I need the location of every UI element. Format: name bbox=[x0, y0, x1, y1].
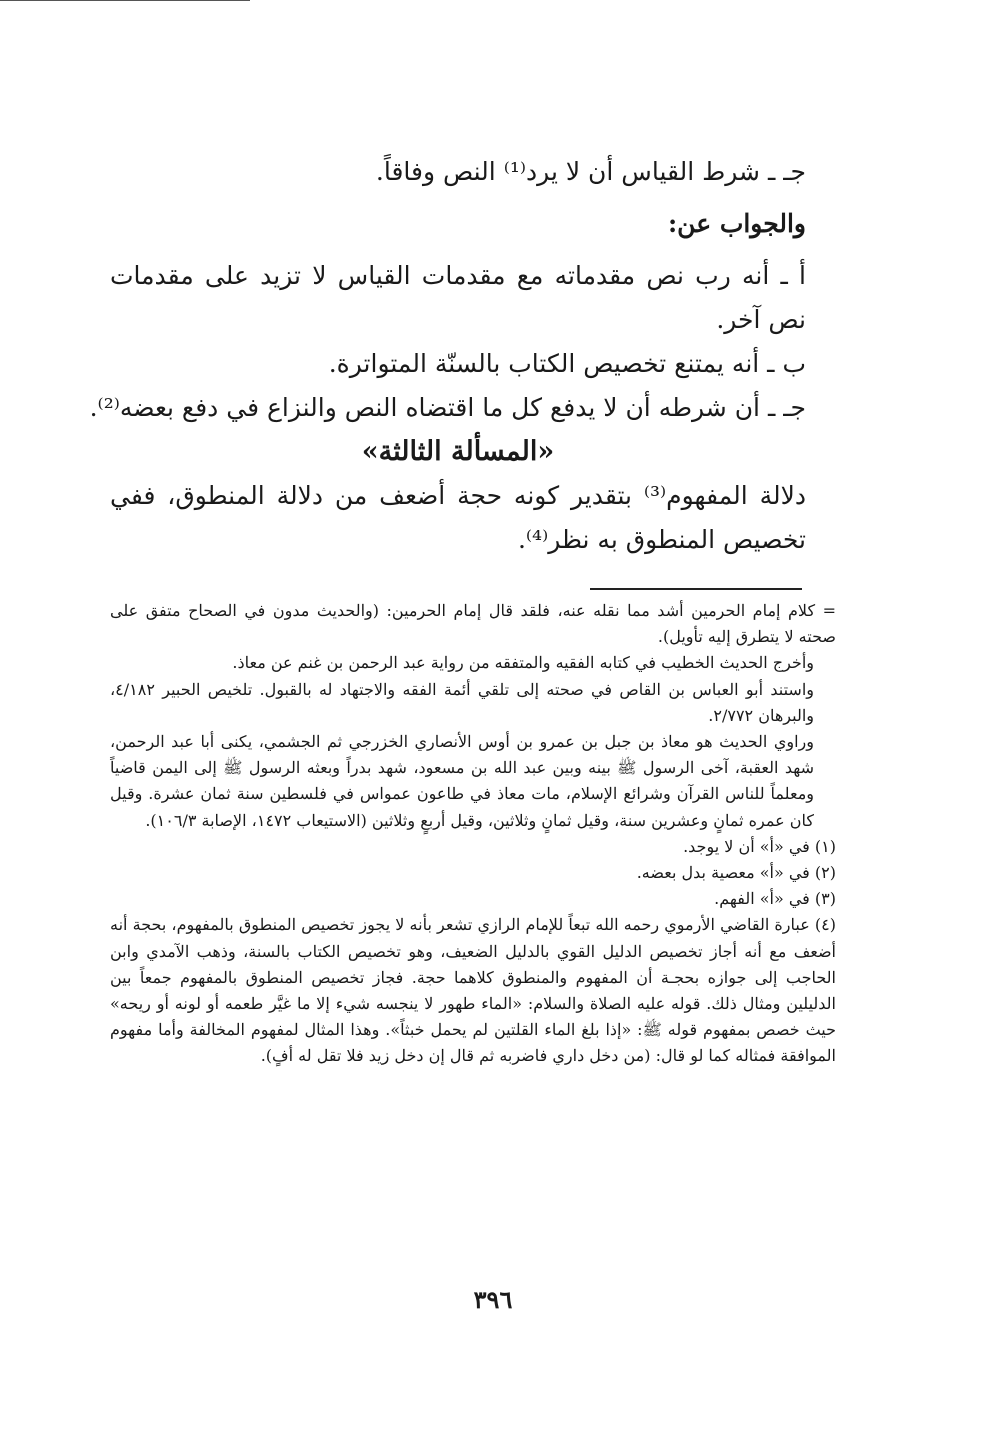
footnote-2: (٢) في «أ» معصية بدل بعضه. bbox=[636, 863, 836, 883]
condition-line: جـ ـ شرط القياس أن لا يرد⁽¹⁾ النص وفاقاً. bbox=[375, 157, 806, 186]
footnote-separator bbox=[590, 588, 802, 590]
footnote-paragraph: واستند أبو العباس بن القاص في صحته إلى تلقي أئمة الفقه والاجتهاد له بالقبول. تلخيص الحبير ٤/١٨٢، والبرهان ٢/٧٧٢. bbox=[110, 679, 814, 725]
footnote-3: (٣) في «أ» الفهم. bbox=[714, 889, 836, 909]
answer-heading: والجواب عن: bbox=[667, 209, 806, 238]
footnotes bbox=[110, 598, 836, 1070]
footnote-paragraph: وأخرج الحديث الخطيب في كتابه الفقيه والمتفقه من رواية عبد الرحمن بن غنم عن معاذ. bbox=[232, 653, 814, 673]
footnote-paragraph: وراوي الحديث هو معاذ بن جبل بن عمرو بن أوس الأنصاري الخزرجي ثم الجشمي، يكنى أبا عبد الرحمن، شهد العقبة، آخى الرسول ﷺ بينه وبين عبد الله بن مسعود، شهد بدراً وبعثه الرسول ﷺ إلى اليمن قاضياً ومعلماً للناس القرآن وشرائع الإسلام، مات معاذ في طاعون عمواس في فلسطين سنة ثمان عشرة. وقيل كان عمره ثمانٍ وعشرين سنة، وقيل ثمانٍ وثلاثين، وقيل أربعٍ وثلاثين (الاستيعاب ١٤٧٢، الإصابة ١٠٦/٣). bbox=[110, 732, 814, 830]
footnote-4: (٤) عبارة القاضي الأرموي رحمه الله تبعاً للإمام الرازي تشعر بأنه لا يجوز تخصيص المنطوق بالمفهوم، بحجة أنه أضعف مع أنه أجاز تخصيص الدليل القوي بالدليل الضعيف، وهو تخصيص الكتاب بالسنة، وذهب الآمدي وابن الحاجب إلى جوازه بحجـة أن المفهوم والمنطوق كلاهما حجة. فجاز تخصيص المنطوق بالمفهوم جمعاً بين الدليلين ومثال ذلك. قوله عليه الصلاة والسلام: «الماء طهور لا ينجسه شيء إلا ما غيَّر طعمه أو لونه أو ريحه» حيث خصص بمفهوم قوله ﷺ: «إذا بلغ الماء القلتين لم يحمل خبثاً». وهذا المثال لمفهوم المخالفة وأما مفهوم الموافقة فمثاله كما لو قال: (من دخل داري فاضربه ثم قال إن دخل زيد فلا تقل له أفٍ). bbox=[110, 915, 837, 1066]
body-paragraph: دلالة المفهوم⁽³⁾ بتقدير كونه حجة أضعف من دلالة المنطوق، ففي تخصيص المنطوق به نظر⁽⁴⁾. bbox=[110, 481, 806, 554]
page-number: ٣٩٦ bbox=[473, 1285, 513, 1314]
answer-a: أ ـ أنه رب نص مقدماته مع مقدمات القياس لا تزيد على مقدمات نص آخر. bbox=[110, 261, 806, 334]
footnote-continued: = كلام إمام الحرمين أشد مما نقله عنه، فلقد قال إمام الحرمين: (والحديث مدون في الصحاح متفق على صحته لا يتطرق إليه تأويل). bbox=[110, 601, 836, 647]
top-scan-rule bbox=[0, 0, 250, 1]
answer-c: جـ ـ أن شرطه أن لا يدفع كل ما اقتضاه النص والنزاع في دفع بعضه⁽²⁾. bbox=[89, 393, 806, 422]
answer-b: ب ـ أنه يمتنع تخصيص الكتاب بالسنّة المتواترة. bbox=[328, 349, 806, 378]
footnote-1: (١) في «أ» أن لا يوجد. bbox=[683, 836, 836, 856]
section-title: «المسألة الثالثة» bbox=[361, 436, 555, 467]
main-text bbox=[89, 150, 806, 562]
